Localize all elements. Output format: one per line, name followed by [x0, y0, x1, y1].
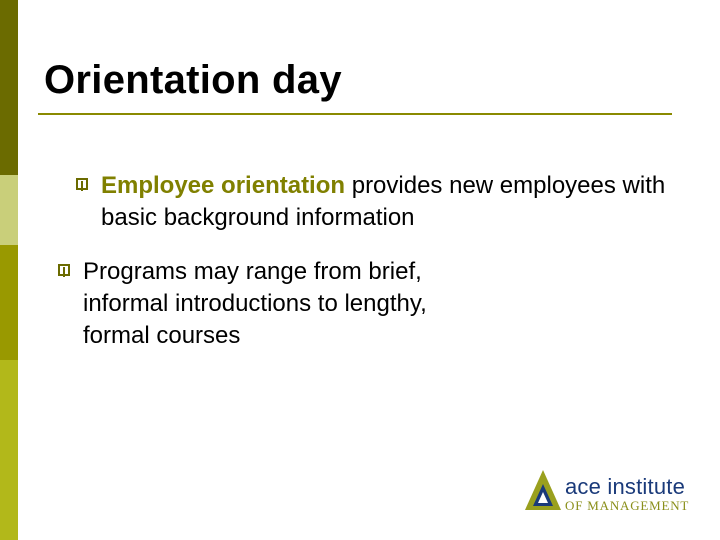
title-underline	[38, 113, 672, 115]
decorative-stripe	[0, 175, 18, 245]
bullet-highlight: Employee orientation	[101, 172, 346, 199]
bullet-item	[76, 170, 706, 234]
decorative-stripe	[0, 360, 18, 540]
logo-name: ace institute	[565, 474, 686, 499]
decorative-stripe	[0, 0, 18, 175]
ace-institute-logo	[525, 468, 705, 518]
checkbox-bullet-icon	[76, 178, 88, 190]
logo-subtitle: OF MANAGEMENT	[565, 498, 690, 513]
bullet-body: Programs may range from brief, informal introductions to lengthy, formal courses	[83, 258, 427, 349]
bullet-body: provides new employees with basic background information	[101, 172, 666, 231]
checkbox-bullet-icon	[58, 264, 70, 276]
bullet-text	[76, 170, 706, 234]
bullet-text	[58, 256, 478, 352]
decorative-stripe	[0, 245, 18, 360]
slide-title: Orientation day	[44, 58, 342, 102]
triangle-logo-icon	[525, 470, 561, 512]
bullet-item	[58, 256, 478, 352]
